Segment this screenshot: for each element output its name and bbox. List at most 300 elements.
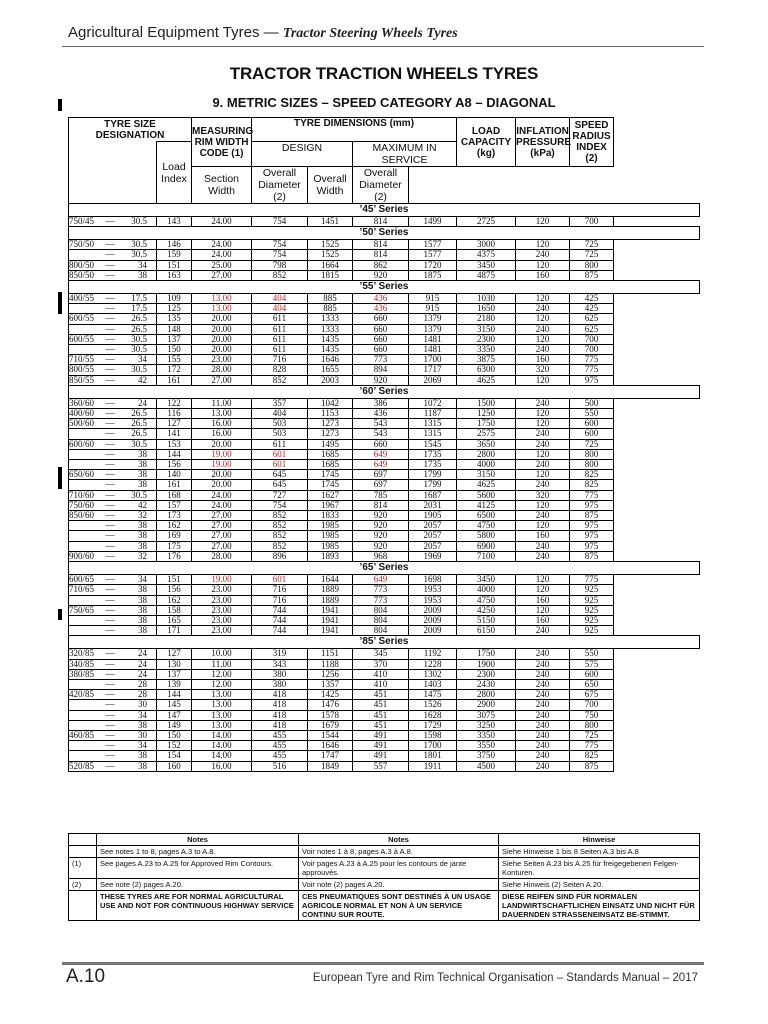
tyre-size	[69, 398, 157, 408]
table-row	[69, 605, 700, 615]
rim-code: 24.00	[192, 240, 252, 250]
size-width: 400/60	[69, 408, 95, 419]
overall-diameter: 1685	[308, 460, 353, 470]
page-title: TRACTOR TRACTION WHEELS TYRES	[229, 64, 539, 83]
size-rim: 30.5	[131, 344, 147, 355]
section-width: 754	[252, 217, 308, 227]
size-rim: 38	[138, 750, 147, 761]
table-row	[69, 419, 700, 429]
col-overall-diameter-max: Overall Diameter (2)	[353, 167, 409, 204]
size-width: 500/60	[69, 418, 95, 429]
load-capacity: 7100	[457, 551, 516, 561]
load-index: 144	[157, 690, 192, 700]
size-dash: —	[105, 730, 115, 740]
section-width: 455	[252, 741, 308, 751]
overall-width: 920	[353, 521, 409, 531]
inflation-pressure: 160	[516, 595, 570, 605]
overall-width: 436	[353, 409, 409, 419]
size-dash: —	[105, 408, 115, 419]
size-rim: 24	[138, 659, 147, 669]
overall-diameter-max: 2057	[409, 531, 457, 541]
section-width: 896	[252, 551, 308, 561]
overall-diameter: 1889	[308, 585, 353, 595]
tyre-size	[69, 511, 157, 521]
size-dash: —	[105, 699, 115, 710]
table-row	[69, 480, 700, 490]
load-index: 144	[157, 449, 192, 459]
size-rim: 30	[138, 699, 147, 710]
inflation-pressure: 120	[516, 314, 570, 324]
rim-code: 23.00	[192, 595, 252, 605]
footer-rule	[62, 962, 704, 965]
size-rim: 30.5	[131, 216, 147, 226]
load-index: 153	[157, 439, 192, 449]
overall-diameter-max: 1379	[409, 314, 457, 324]
load-capacity: 4625	[457, 480, 516, 490]
table-row	[69, 345, 700, 355]
overall-diameter-max: 2069	[409, 375, 457, 385]
overall-diameter: 1357	[308, 679, 353, 689]
inflation-pressure: 240	[516, 439, 570, 449]
rim-code: 14.00	[192, 751, 252, 761]
rim-code: 24.00	[192, 500, 252, 510]
overall-diameter: 1685	[308, 449, 353, 459]
section-width: 754	[252, 250, 308, 260]
load-capacity: 5150	[457, 615, 516, 625]
table-row	[69, 240, 700, 250]
overall-diameter-max: 1403	[409, 679, 457, 689]
load-index: 148	[157, 324, 192, 334]
section-width: 611	[252, 345, 308, 355]
load-capacity: 2800	[457, 449, 516, 459]
rim-code: 13.00	[192, 409, 252, 419]
table-row	[69, 720, 700, 730]
load-index: 156	[157, 460, 192, 470]
load-capacity: 1650	[457, 304, 516, 314]
speed-radius: 825	[570, 751, 614, 761]
overall-diameter-max: 1577	[409, 240, 457, 250]
overall-width: 451	[353, 710, 409, 720]
tyre-size	[69, 720, 157, 730]
size-width: 850/50	[69, 270, 95, 280]
size-dash: —	[105, 615, 115, 625]
inflation-pressure: 120	[516, 575, 570, 585]
overall-diameter-max: 1481	[409, 334, 457, 344]
load-capacity: 1250	[457, 409, 516, 419]
overall-diameter-max: 1799	[409, 480, 457, 490]
section-width: 343	[252, 659, 308, 669]
table-row	[69, 615, 700, 625]
size-dash: —	[105, 500, 115, 510]
inflation-pressure: 120	[516, 334, 570, 344]
speed-radius: 425	[570, 304, 614, 314]
inflation-pressure: 240	[516, 345, 570, 355]
overall-diameter-max: 1628	[409, 710, 457, 720]
size-width: 320/85	[69, 648, 95, 659]
size-rim: 38	[138, 469, 147, 480]
table-row	[69, 710, 700, 720]
overall-diameter: 1273	[308, 419, 353, 429]
inflation-pressure: 160	[516, 531, 570, 541]
load-index: 162	[157, 595, 192, 605]
rim-code: 20.00	[192, 345, 252, 355]
size-width: 460/85	[69, 730, 95, 740]
overall-width: 345	[353, 649, 409, 659]
overall-diameter-max: 1072	[409, 398, 457, 408]
overall-diameter-max: 2057	[409, 541, 457, 551]
rim-code: 13.00	[192, 720, 252, 730]
size-width: 600/55	[69, 313, 95, 324]
load-index: 116	[157, 409, 192, 419]
tyre-size	[69, 449, 157, 459]
size-dash: —	[105, 625, 115, 636]
overall-width: 370	[353, 659, 409, 669]
size-width: 650/60	[69, 469, 95, 480]
overall-diameter: 1833	[308, 511, 353, 521]
overall-diameter: 1849	[308, 761, 353, 771]
load-capacity: 4500	[457, 761, 516, 771]
table-row	[69, 626, 700, 636]
size-dash: —	[105, 551, 115, 561]
note-fr: Voir notes 1 à 8, pages A.3 à A.8.	[299, 846, 499, 858]
overall-diameter: 1745	[308, 480, 353, 490]
speed-radius: 675	[570, 690, 614, 700]
load-capacity: 6150	[457, 626, 516, 636]
load-capacity: 2725	[457, 217, 516, 227]
col-inflation: INFLATION PRESSURE (kPa)	[516, 118, 570, 167]
overall-diameter: 1578	[308, 710, 353, 720]
load-capacity: 3150	[457, 324, 516, 334]
table-row	[69, 741, 700, 751]
load-capacity: 6500	[457, 511, 516, 521]
inflation-pressure: 120	[516, 605, 570, 615]
size-width: 900/60	[69, 551, 95, 561]
size-dash: —	[105, 439, 115, 449]
size-rim: 26.5	[131, 418, 147, 429]
overall-width: 773	[353, 585, 409, 595]
overall-diameter-max: 1801	[409, 751, 457, 761]
notes-label	[69, 846, 97, 858]
load-index: 145	[157, 700, 192, 710]
tyre-size	[69, 429, 157, 439]
load-index: 168	[157, 490, 192, 500]
tyre-size	[69, 761, 157, 771]
speed-radius: 725	[570, 730, 614, 740]
section-subtitle: 9. METRIC SIZES – SPEED CATEGORY A8 – DIAGONAL	[212, 95, 556, 110]
size-dash: —	[105, 659, 115, 669]
speed-radius: 500	[570, 398, 614, 408]
speed-radius: 650	[570, 679, 614, 689]
rim-code: 20.00	[192, 334, 252, 344]
size-rim: 17.5	[131, 293, 147, 304]
load-capacity: 6300	[457, 365, 516, 375]
load-capacity: 5600	[457, 490, 516, 500]
size-width: 600/55	[69, 334, 95, 344]
overall-diameter-max: 1875	[409, 270, 457, 280]
rim-code: 14.00	[192, 741, 252, 751]
load-index: 137	[157, 669, 192, 679]
rim-code: 20.00	[192, 480, 252, 490]
table-row	[69, 551, 700, 561]
overall-diameter-max: 1905	[409, 511, 457, 521]
speed-radius: 925	[570, 615, 614, 625]
tyre-size	[69, 260, 157, 270]
overall-diameter: 1435	[308, 334, 353, 344]
overall-diameter: 1525	[308, 250, 353, 260]
speed-radius: 550	[570, 649, 614, 659]
overall-width: 649	[353, 449, 409, 459]
overall-diameter-max: 1717	[409, 365, 457, 375]
load-capacity: 4750	[457, 595, 516, 605]
size-rim: 24	[138, 398, 147, 408]
tyre-size	[69, 439, 157, 449]
load-capacity: 4125	[457, 500, 516, 510]
size-rim: 38	[138, 595, 147, 605]
speed-radius: 925	[570, 605, 614, 615]
load-capacity: 4750	[457, 521, 516, 531]
overall-diameter-max: 1475	[409, 690, 457, 700]
table-row	[69, 260, 700, 270]
overall-width: 660	[353, 324, 409, 334]
rim-code: 27.00	[192, 511, 252, 521]
overall-width: 451	[353, 690, 409, 700]
speed-radius: 775	[570, 355, 614, 365]
rim-code: 14.00	[192, 730, 252, 740]
speed-radius: 575	[570, 659, 614, 669]
rim-code: 24.00	[192, 217, 252, 227]
inflation-pressure: 120	[516, 419, 570, 429]
overall-diameter: 1425	[308, 690, 353, 700]
overall-width: 697	[353, 480, 409, 490]
overall-diameter: 1451	[308, 217, 353, 227]
rim-code: 27.00	[192, 521, 252, 531]
table-row	[69, 250, 700, 260]
tyre-size	[69, 551, 157, 561]
speed-radius: 775	[570, 365, 614, 375]
tyre-size	[69, 294, 157, 304]
table-row	[69, 500, 700, 510]
table-row	[69, 585, 700, 595]
section-width: 455	[252, 751, 308, 761]
inflation-pressure: 160	[516, 615, 570, 625]
notes-blank	[69, 834, 97, 846]
size-width: 380/85	[69, 669, 95, 679]
size-rim: 38	[138, 459, 147, 470]
tyre-size	[69, 470, 157, 480]
series-row	[69, 562, 700, 575]
load-index: 141	[157, 429, 192, 439]
inflation-pressure: 120	[516, 409, 570, 419]
overall-diameter-max: 1481	[409, 345, 457, 355]
size-width: 420/85	[69, 689, 95, 700]
size-dash: —	[105, 344, 115, 355]
tyre-size	[69, 419, 157, 429]
col-speed-radius: SPEED RADIUS INDEX (2)	[570, 118, 614, 167]
rim-code: 13.00	[192, 700, 252, 710]
size-dash: —	[105, 520, 115, 531]
size-width: 750/50	[69, 239, 95, 250]
inflation-pressure: 240	[516, 659, 570, 669]
table-row	[69, 439, 700, 449]
load-index: 152	[157, 741, 192, 751]
load-index: 161	[157, 375, 192, 385]
size-rim: 30.5	[131, 249, 147, 260]
col-tyre-size-blank	[69, 142, 157, 204]
inflation-pressure: 240	[516, 304, 570, 314]
speed-radius: 875	[570, 270, 614, 280]
table-row	[69, 730, 700, 740]
size-dash: —	[105, 249, 115, 260]
table-row	[69, 649, 700, 659]
change-bar	[58, 467, 62, 489]
load-capacity: 4875	[457, 270, 516, 280]
rim-code: 23.00	[192, 585, 252, 595]
size-rim: 38	[138, 530, 147, 541]
speed-radius: 875	[570, 511, 614, 521]
size-rim: 30.5	[131, 334, 147, 344]
table-row	[69, 270, 700, 280]
overall-diameter-max: 2057	[409, 521, 457, 531]
overall-width: 451	[353, 720, 409, 730]
size-rim: 38	[138, 625, 147, 636]
note-de: Siehe Hinweis (2) Seiten A.20.	[499, 879, 700, 891]
size-dash: —	[105, 750, 115, 761]
size-rim: 26.5	[131, 324, 147, 334]
size-width: 750/45	[69, 216, 95, 226]
size-rim: 38	[138, 720, 147, 730]
section-width: 418	[252, 720, 308, 730]
table-row	[69, 595, 700, 605]
size-width: 750/65	[69, 605, 95, 615]
load-index: 151	[157, 260, 192, 270]
col-overall-diameter: Overall Diameter (2)	[252, 167, 308, 204]
overall-diameter-max: 1729	[409, 720, 457, 730]
table-row	[69, 470, 700, 480]
inflation-pressure: 240	[516, 669, 570, 679]
overall-diameter-max: 1735	[409, 460, 457, 470]
size-dash: —	[105, 398, 115, 408]
overall-diameter: 1941	[308, 626, 353, 636]
size-width: 800/50	[69, 260, 95, 270]
tyre-size	[69, 500, 157, 510]
inflation-pressure: 120	[516, 521, 570, 531]
overall-diameter: 885	[308, 294, 353, 304]
speed-radius: 625	[570, 324, 614, 334]
header-sub: Tractor Steering Wheels Tyres	[282, 26, 458, 41]
tyre-size	[69, 595, 157, 605]
rim-code: 19.00	[192, 449, 252, 459]
notes-table	[68, 833, 700, 921]
tyre-size	[69, 365, 157, 375]
tyre-size	[69, 490, 157, 500]
load-capacity: 5800	[457, 531, 516, 541]
overall-diameter-max: 915	[409, 304, 457, 314]
section-width: 727	[252, 490, 308, 500]
overall-diameter: 2003	[308, 375, 353, 385]
size-rim: 30.5	[131, 490, 147, 500]
load-index: 172	[157, 365, 192, 375]
load-index: 157	[157, 500, 192, 510]
series-label: ’60’ Series	[69, 385, 700, 398]
section-width: 380	[252, 669, 308, 679]
size-dash: —	[105, 479, 115, 490]
load-index: 162	[157, 521, 192, 531]
inflation-pressure: 240	[516, 626, 570, 636]
speed-radius: 700	[570, 217, 614, 227]
load-index: 127	[157, 419, 192, 429]
overall-width: 773	[353, 595, 409, 605]
inflation-pressure: 240	[516, 690, 570, 700]
inflation-pressure: 120	[516, 240, 570, 250]
inflation-pressure: 120	[516, 585, 570, 595]
tyre-size	[69, 531, 157, 541]
size-rim: 26.5	[131, 428, 147, 439]
load-index: 150	[157, 345, 192, 355]
table-row	[69, 334, 700, 344]
speed-radius: 800	[570, 720, 614, 730]
col-design: DESIGN	[252, 142, 353, 167]
overall-width: 436	[353, 294, 409, 304]
speed-radius: 700	[570, 700, 614, 710]
inflation-pressure: 160	[516, 355, 570, 365]
header-main: Agricultural Equipment Tyres —	[68, 24, 279, 41]
overall-width: 785	[353, 490, 409, 500]
overall-diameter: 1188	[308, 659, 353, 669]
section-width: 611	[252, 439, 308, 449]
size-width: 800/55	[69, 364, 95, 375]
table-row	[69, 659, 700, 669]
overall-diameter: 1544	[308, 730, 353, 740]
overall-diameter-max: 1598	[409, 730, 457, 740]
load-index: 130	[157, 659, 192, 669]
section-width: 852	[252, 521, 308, 531]
series-row	[69, 385, 700, 398]
load-index: 163	[157, 270, 192, 280]
size-dash: —	[105, 459, 115, 470]
overall-width: 814	[353, 500, 409, 510]
overall-diameter-max: 1379	[409, 324, 457, 334]
rim-code: 12.00	[192, 679, 252, 689]
rim-code: 19.00	[192, 460, 252, 470]
speed-radius: 600	[570, 669, 614, 679]
section-width: 645	[252, 480, 308, 490]
inflation-pressure: 240	[516, 720, 570, 730]
section-width: 852	[252, 511, 308, 521]
load-index: 137	[157, 334, 192, 344]
tyre-size	[69, 314, 157, 324]
note-en: See notes 1 to 8, pages A.3 to A.8.	[97, 846, 299, 858]
tyre-size	[69, 521, 157, 531]
size-rim: 30.5	[131, 364, 147, 375]
col-load-capacity: LOAD CAPACITY (kg)	[457, 118, 516, 167]
inflation-pressure: 240	[516, 741, 570, 751]
load-index: 151	[157, 575, 192, 585]
size-dash: —	[105, 313, 115, 324]
speed-radius: 875	[570, 761, 614, 771]
inflation-pressure: 320	[516, 490, 570, 500]
load-capacity: 3550	[457, 741, 516, 751]
load-capacity: 4625	[457, 375, 516, 385]
size-rim: 32	[138, 510, 147, 521]
overall-diameter-max: 1953	[409, 595, 457, 605]
overall-width: 660	[353, 334, 409, 344]
overall-width: 451	[353, 700, 409, 710]
size-dash: —	[105, 541, 115, 551]
size-rim: 30.5	[131, 439, 147, 449]
overall-diameter: 1985	[308, 531, 353, 541]
overall-diameter: 1646	[308, 741, 353, 751]
rim-code: 24.00	[192, 250, 252, 260]
